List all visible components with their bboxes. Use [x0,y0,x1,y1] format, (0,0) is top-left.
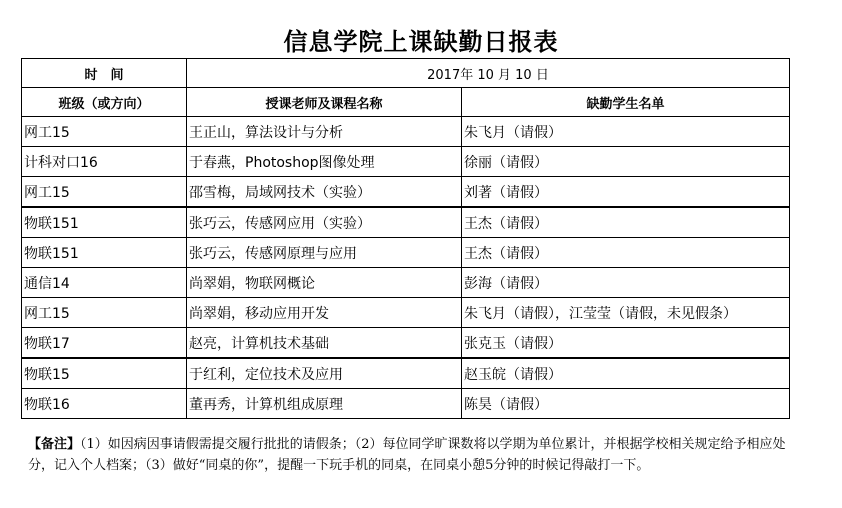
cell-absent: 陈昊（请假） [462,389,790,419]
time-label: 时 间 [22,59,187,88]
table-row [22,298,790,328]
cell-class: 物联151 [22,238,187,268]
absence-table [21,58,790,419]
header-class: 班级（或方向） [22,88,187,117]
cell-class: 网工15 [22,177,187,208]
table-row [22,268,790,298]
cell-class: 计科对口16 [22,147,187,177]
cell-absent: 王杰（请假） [462,207,790,238]
header-absent: 缺勤学生名单 [462,88,790,117]
table-row [22,328,790,359]
report-title: 信息学院上课缺勤日报表 [283,27,559,56]
cell-teacher-course: 王正山，算法设计与分析 [187,117,462,147]
cell-teacher-course: 邵雪梅，局域网技术（实验） [187,177,462,208]
cell-teacher-course: 董再秀，计算机组成原理 [187,389,462,419]
cell-teacher-course: 赵亮，计算机技术基础 [187,328,462,359]
table-row [22,207,790,238]
cell-absent: 刘著（请假） [462,177,790,208]
header-row [22,88,790,117]
table-row [22,238,790,268]
cell-class: 通信14 [22,268,187,298]
remarks-text: （1）如因病因事请假需提交履行批批的请假条；（2）每位同学旷课数将以学期为单位累计，并根据学校相关规定给予相应处分，记入个人档案；（3）做好“同桌的你”，提醒一下玩手机的同桌，在同桌小憩5分钟的时候记得敲打一下。 [28,437,786,473]
date-row [22,59,790,88]
cell-absent: 王杰（请假） [462,238,790,268]
date-value: 2017年 10 月 10 日 [187,59,790,88]
cell-class: 物联15 [22,358,187,389]
table-row [22,117,790,147]
remarks-label: 【备注】 [28,437,81,452]
cell-teacher-course: 张巧云，传感网原理与应用 [187,238,462,268]
cell-absent: 朱飞月（请假），江莹莹（请假，未见假条） [462,298,790,328]
table-row [22,147,790,177]
cell-class: 网工15 [22,117,187,147]
cell-teacher-course: 于春燕，Photoshop图像处理 [187,147,462,177]
table-row [22,358,790,389]
cell-teacher-course: 于红利，定位技术及应用 [187,358,462,389]
cell-absent: 彭海（请假） [462,268,790,298]
cell-teacher-course: 尚翠娟，移动应用开发 [187,298,462,328]
cell-class: 网工15 [22,298,187,328]
cell-absent: 赵玉皖（请假） [462,358,790,389]
cell-absent: 朱飞月（请假） [462,117,790,147]
table-row [22,177,790,208]
cell-class: 物联151 [22,207,187,238]
cell-teacher-course: 张巧云，传感网应用（实验） [187,207,462,238]
cell-class: 物联16 [22,389,187,419]
table-row [22,389,790,419]
remarks [28,434,808,476]
cell-teacher-course: 尚翠娟，物联网概论 [187,268,462,298]
header-teacher-course: 授课老师及课程名称 [187,88,462,117]
cell-class: 物联17 [22,328,187,359]
cell-absent: 徐丽（请假） [462,147,790,177]
cell-absent: 张克玉（请假） [462,328,790,359]
